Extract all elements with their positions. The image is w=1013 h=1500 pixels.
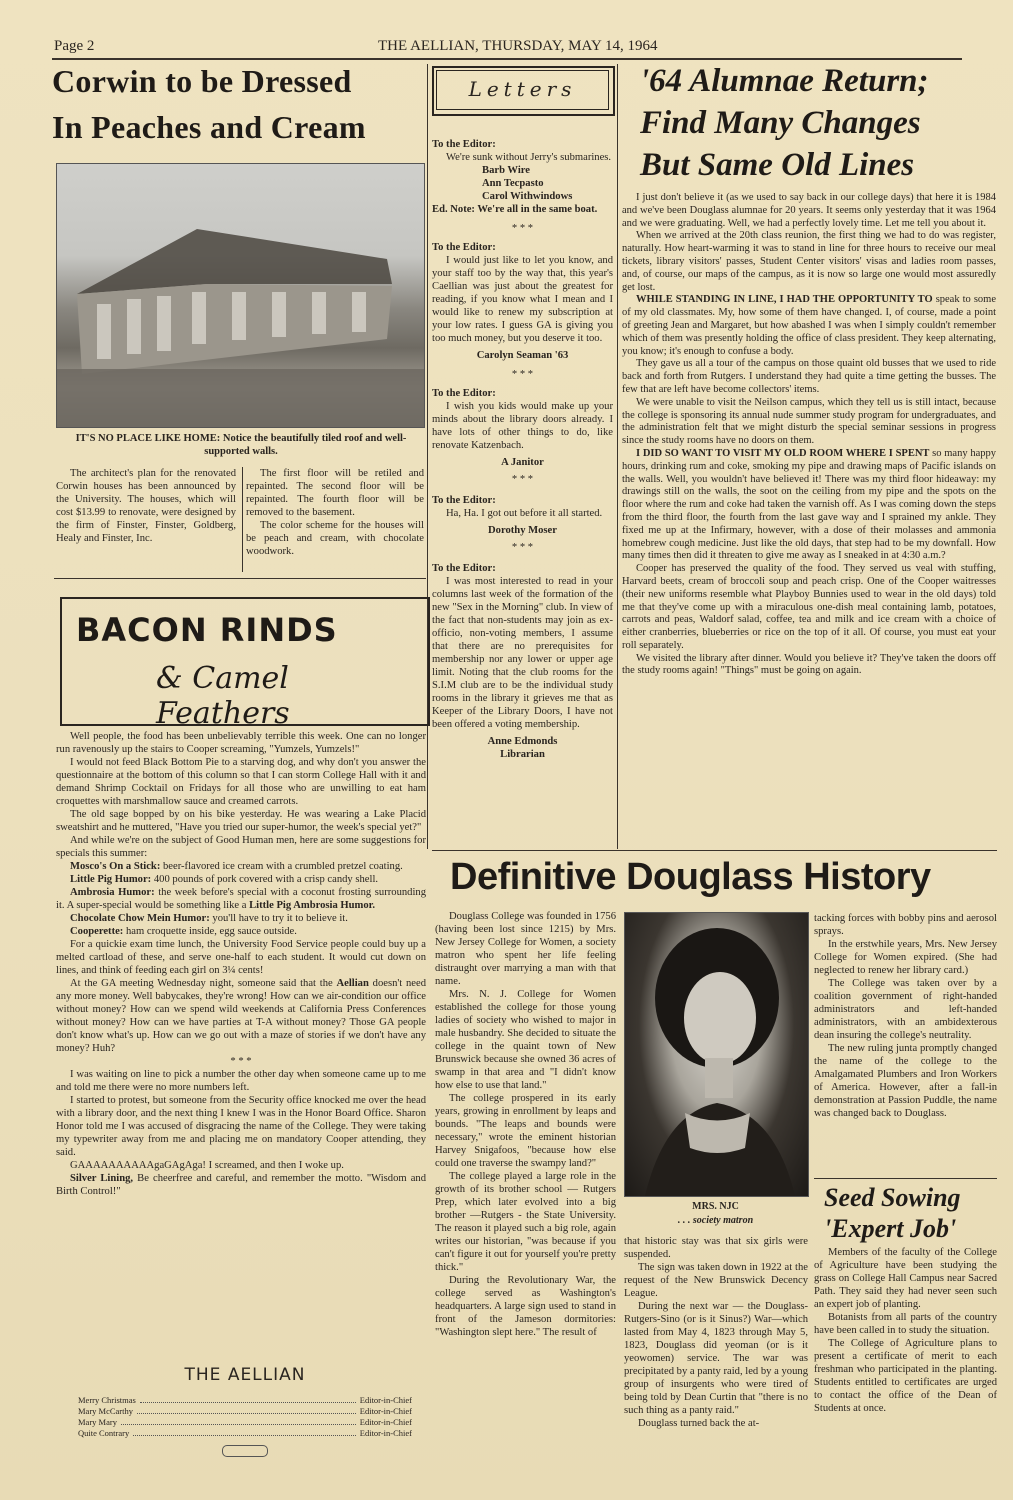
lead-in: I DID SO WANT TO VISIT MY OLD ROOM WHERE I SPENT <box>636 447 930 459</box>
masthead-row <box>78 1428 412 1439</box>
special-name: Little Pig Humor: <box>70 874 152 885</box>
special-item <box>56 912 426 925</box>
separator: * * * <box>511 223 534 234</box>
letter-signature <box>432 190 613 203</box>
article-paragraph: During the Revolutionary War, the college served as Washington's headquarters. A large sign used to stand in front of the Jameson dormitories: "Washington slept here." The result of <box>435 1275 616 1338</box>
portrait-illustration <box>625 913 808 1196</box>
alumnae-article-body <box>622 192 996 678</box>
article-paragraph <box>622 448 996 563</box>
column-paragraph <box>56 977 426 1055</box>
special-item <box>56 873 426 886</box>
page-number: Page 2 <box>54 38 95 54</box>
separator: * * * <box>511 542 534 553</box>
bacon-rinds-column <box>56 730 426 1198</box>
portrait-caption-name: MRS. NJC <box>692 1201 739 1212</box>
article-paragraph: During the next war — the Douglass-Rutgers-Sino (or is it Sinus?) War—which lasted from May 4, 1823 through May 5, 1823, Douglass did yeoman (or is it yeowomen) service. The war was precipitated by a panty raid, led by a young group of insurgents who were tired of being told by Dean Curtin that "there is no such thing as a panty raid." <box>624 1301 808 1416</box>
seed-article-body <box>814 1246 997 1415</box>
masthead-row <box>78 1406 412 1417</box>
signature-text: Carolyn Seaman '63 <box>476 350 569 361</box>
signature-text: Anne Edmonds <box>487 736 558 747</box>
letter-salutation <box>432 138 613 151</box>
alumnae-headline-line1: '64 Alumnae Return; <box>640 63 929 99</box>
alumnae-headline-line2: Find Many Changes <box>640 105 921 141</box>
article-paragraph: The College of Agriculture plans to present a certificate of merit to each freshman who participated in the planting. Students entitled to certificates are urged to contact the office of the Dean of Students at once. <box>814 1338 997 1414</box>
letter-body: I would just like to let you know, and your staff too by the way that, this year's Caellian was just about the greatest for reading, if you know what I mean and I would like to renew my subscription at your low rates. I guess GA is giving you too much money, but you deserve it too. <box>432 255 613 344</box>
special-text: 400 pounds of pork covered with a crisp candy shell. <box>151 874 379 885</box>
union-bug-icon <box>222 1445 268 1457</box>
corwin-column-2 <box>246 467 424 558</box>
staff-masthead <box>78 1365 412 1457</box>
special-name: Cooperette: <box>70 926 124 937</box>
section-rule <box>54 578 426 579</box>
corwin-paragraph: The first floor will be retiled and repainted. The second floor will be repainted. The fourth floor will be removed to the basement. <box>246 468 424 518</box>
separator: * * * <box>511 474 534 485</box>
section-rule <box>432 850 997 851</box>
letters-title: Letters <box>468 77 577 101</box>
text-run: speak to some of my old classmates. My, how some of them have changed. I, of course, made a point of greeting Jean and Margaret, but how abashed I was when I simply couldn't remember which of them was presently holding the office of class president. They keep alternating, you know; it's enough to confuse a body. <box>622 294 996 357</box>
letter-signature <box>432 177 613 190</box>
letter-signature <box>432 524 613 537</box>
column-rule <box>617 64 618 849</box>
masthead-name: Mary McCarthy <box>78 1406 134 1416</box>
letter-body: I was most interested to read in your columns last week of the formation of the new "Sex in the Morning" club. In view of the fact that non-students may join as ex-officio, non-voting members, I assume that there are no prerequisites for membership nor any lower or upper age limit. Noting that the club rooms for the S.I.M club are to be the individual study rooms in the library it grieves me that as Keeper of the Library Doors, I have not been offered a voting membership. <box>432 576 613 730</box>
letter-body: We're sunk without Jerry's submarines. <box>446 152 612 163</box>
masthead-title: THE AELLIAN <box>184 1365 306 1385</box>
signature-text: A Janitor <box>501 457 544 468</box>
text-run: doesn't need any more money. Well babycakes, they're wrong! How can we air-condition our office without money? How can we spend wild weekends at California Press Conferences without money? How can we have parties at T-A without money? Those GA people don't know what's up. How can we go out with a maze of stories if we don't have any money? Huh? <box>56 978 426 1054</box>
article-paragraph: In the erstwhile years, Mrs. New Jersey College for Women expired. (She had neglected to renew her library card.) <box>814 939 997 976</box>
editor-note <box>432 203 613 216</box>
leader-dots <box>133 1428 356 1436</box>
article-paragraph: Douglass turned back the at- <box>638 1418 760 1429</box>
special-item <box>56 925 426 938</box>
corwin-paragraph: The architect's plan for the renovated Corwin houses has been announced by the University. The houses, which will cost $13.99 to renovate, were designed by the firm of Finster, Finster, Goldberg, Healy and Finster, Inc. <box>56 468 236 544</box>
masthead-role: Editor-in-Chief <box>359 1417 412 1427</box>
special-item <box>56 860 426 873</box>
salutation-text: To the Editor: <box>432 563 496 574</box>
article-paragraph: Mrs. N. J. College for Women established the college for those young ladies of society who wished to major in male husbandry. She decided to situate the college in the quaint town of New Brunswick because she owned 36 acres of swamp in that area and "I didn't know how else to use that land." <box>435 989 616 1091</box>
masthead-role: Editor-in-Chief <box>359 1428 412 1438</box>
history-column-2 <box>624 1235 808 1430</box>
masthead-dateline: THE AELLIAN, THURSDAY, MAY 14, 1964 <box>378 38 658 54</box>
article-paragraph: tacking forces with bobby pins and aerosol sprays. <box>814 913 997 937</box>
column-paragraph: The old sage bopped by on his bike yesterday. He was wearing a Lake Placid sweatshirt and he muttered, "Have you tried our super-humor, the week's special yet?" <box>56 809 426 833</box>
bacon-rinds-title: BACON RINDS <box>76 611 338 649</box>
letter-signature <box>432 349 613 362</box>
article-paragraph: When we arrived at the 20th class reunion, the first thing we had to do was register, naturally. How heart-warming it was to stand in line for three hours to receive our meal tickets, library visitors' passes, Student Center visitors' visas and ladies room passes, and, of course, our maps of the campus, as it is now so large one would most assuredly get lost. <box>622 230 996 293</box>
article-paragraph: The sign was taken down in 1922 at the request of the New Brunswick Decency League. <box>624 1262 808 1299</box>
article-paragraph: Botanists from all parts of the country have been called in to study the situation. <box>814 1312 997 1336</box>
letter-signature <box>432 456 613 469</box>
column-paragraph: I started to protest, but someone from the Security office knocked me over the head with a library door, and the next thing I knew I was in the Honor Board Office. Sharon Honor told me I was accused of disgracing the name of the College. They were taking my typewriter away from me and placing me on mandatory Cooper attending, they said. <box>56 1095 426 1158</box>
article-paragraph: I just don't believe it (as we used to say back in our college days) that here it is 1984 and we've been Douglass alumnae for 20 years. It seems only yesterday that it was 1964 and we were graduating. Well, we had a perfectly lovely time. Let me tell you about it. <box>622 192 996 229</box>
masthead-role: Editor-in-Chief <box>359 1406 412 1416</box>
special-text: beer-flavored ice cream with a crumbled pretzel coating. <box>160 861 403 872</box>
letter-body: I wish you kids would make up your minds about the library doors already. I have lots of other things to do, like renovate Katzenbach. <box>432 401 613 451</box>
seed-headline-line2: 'Expert Job' <box>824 1214 957 1243</box>
salutation-text: To the Editor: <box>432 242 496 253</box>
article-paragraph: We visited the library after dinner. Would you believe it? They've taken the doors off the study rooms again! "Things" must be going on again. <box>622 652 996 677</box>
masthead-row <box>78 1395 412 1406</box>
separator: * * * <box>230 1056 252 1067</box>
masthead-role: Editor-in-Chief <box>359 1395 412 1405</box>
seed-headline-line1: Seed Sowing <box>824 1183 961 1212</box>
corwin-column-1 <box>56 467 236 545</box>
special-item <box>56 886 426 912</box>
article-paragraph: Cooper has preserved the quality of the food. They served us veal with stuffing, Harvard beets, cream of broccoli soup and peach crisp. One of the Cooper waitresses (their new uniforms resemble what Playboy Bunnies used to wear in the old days) told me that they've come up with a miraculous one-dish meal containing lamb, potatoes, carrots and peas, Waldorf salad, coffee, tea and milk and ice cream with a choice of either cranberries, blueberries or rice on the top of it all. Of course, you must eat your roll separately. <box>622 563 996 651</box>
letter-signature <box>432 735 613 748</box>
article-paragraph <box>622 294 996 358</box>
salutation-text: To the Editor: <box>432 495 496 506</box>
column-paragraph: For a quickie exam time lunch, the University Food Service people could buy up a melted cartload of these, and serve one-half to each student. It would cut down on lines, and think of feeding each girl on 3¼ cents! <box>56 939 426 976</box>
article-paragraph: Members of the faculty of the College of Agriculture have been studying the grass on College Hall Campus near Sacred Path. They said they had never seen such an expert job of planting. <box>814 1247 997 1310</box>
letter-signature <box>432 748 613 761</box>
letters-title-box <box>432 66 613 114</box>
special-name: Little Pig Ambrosia Humor. <box>249 900 376 911</box>
alumnae-headline-line3: But Same Old Lines <box>640 147 915 183</box>
signature-text: Carol Withwindows <box>482 191 573 202</box>
history-column-3 <box>814 912 997 1120</box>
letter-salutation <box>432 387 613 400</box>
salutation-text: To the Editor: <box>432 388 496 399</box>
article-paragraph: The new ruling junta promptly changed the name of the college to the Amalgamated Plumbers and Iron Workers of America. However, after a fall-in demonstration at Passion Puddle, the name was changed back to Douglass. <box>814 1043 997 1119</box>
text-run: Aellian <box>336 978 369 989</box>
column-paragraph: I was waiting on line to pick a number the other day when someone came up to me and told me there were no more numbers left. <box>56 1069 426 1093</box>
lead-in: WHILE STANDING IN LINE, I HAD THE OPPORTUNITY TO <box>636 294 933 306</box>
signature-text: Barb Wire <box>482 165 530 176</box>
house-photo-illustration <box>57 164 424 427</box>
letters-column <box>432 138 613 761</box>
mrs-njc-portrait-photo <box>624 912 809 1197</box>
special-text: you'll have to try it to believe it. <box>209 913 348 924</box>
signature-text: Dorothy Moser <box>488 525 557 536</box>
special-text: ham croquette inside, egg sauce outside. <box>123 926 297 937</box>
history-headline: Definitive Douglass History <box>450 856 931 898</box>
salutation-text: To the Editor: <box>432 139 496 150</box>
separator: * * * <box>511 369 534 380</box>
corwin-headline-line2: In Peaches and Cream <box>52 109 366 145</box>
corwin-photo-caption: IT'S NO PLACE LIKE HOME: Notice the beautifully tiled roof and well-supported walls. <box>75 433 407 457</box>
special-name: Chocolate Chow Mein Humor: <box>70 913 210 924</box>
column-paragraph <box>56 1172 426 1198</box>
article-paragraph: The college played a large role in the growth of its brother school — Rutgers Prep, which later evolved into a big brother —Rutgers - the State University. The reason it played such a big role, again writes our historian, "was because if you can't figure it out for yourself you're pretty thick." <box>435 1171 616 1273</box>
corwin-house-photo <box>56 163 425 428</box>
editor-note-text: Ed. Note: We're all in the same boat. <box>432 204 598 215</box>
column-rule <box>427 64 428 849</box>
camel-feathers-title: & Camel Feathers <box>156 661 290 731</box>
letter-body: Ha, Ha. I got out before it all started. <box>446 508 603 519</box>
column-paragraph: And while we're on the subject of Good Human men, here are some suggestions for specials this summer: <box>56 835 426 859</box>
text-run: Be cheerfree and careful, and remember the motto. "Wisdom and Birth Control!" <box>56 1173 426 1197</box>
letter-salutation <box>432 562 613 575</box>
text-run: so many happy hours, drinking rum and coke, smoking my pipe and drawing maps of Pacific islands on the walls. Well, you wouldn't have believed it! There was my third floor hideaway: my drawings still on the walls, the soot on the ceiling from my pipe and the spots on the floor where the rum and coke had taken the varnish off. As I was coming down the steps from the third floor, the fourth from the last gave way and I sprained my ankle. They fixed me up at the Infirmary, however, with a dose of their molasses and ammonia homebrew cough medicine. Just like the old days, that step had to be my downfall. How many times then did it threaten to give me away as I sneaked in at 4:30 a.m.? <box>622 447 996 562</box>
article-paragraph: The college prospered in its early years, growing in enrollment by leaps and bounds. "The leaps and bounds were necessary," wrote the eminent historian Harvey Snigafoos, "because how else could one traverse the swampy land?" <box>435 1093 616 1169</box>
corwin-headline-line1: Corwin to be Dressed <box>52 63 352 99</box>
article-paragraph: that historic stay was that six girls were suspended. <box>624 1236 808 1260</box>
header-rule <box>52 58 962 60</box>
letter-salutation <box>432 494 613 507</box>
column-paragraph: I would not feed Black Bottom Pie to a starving dog, and why don't you answer the questionnaire at the bottom of this column so that I can storm College Hall with it and demand Shrimp Cocktail on Fridays for all those who are unwilling to eat ham croquettes with marshmallow sauce and creamed carrots. <box>56 757 426 807</box>
leader-dots <box>140 1395 356 1403</box>
special-text: the week before's special with a coconut frosting surrounding it. A super-special would be something like a <box>56 887 426 911</box>
bacon-rinds-title-box <box>60 597 430 731</box>
article-paragraph: Douglass College was founded in 1756 (having been lost since 1215) by Mrs. New Jersey College for Women, a society matron who spent her life feeling distraught over marrying a man with that name. <box>435 911 616 987</box>
special-name: Ambrosia Humor: <box>70 887 155 898</box>
column-paragraph: Well people, the food has been unbelievably terrible this week. One can no longer run ravenously up the stairs to Cooper screaming, "Yumzels, Yumzels!" <box>56 731 426 755</box>
leader-dots <box>121 1417 356 1425</box>
masthead-name: Mary Mary <box>78 1417 117 1427</box>
signature-text: Librarian <box>500 749 545 760</box>
masthead-row <box>78 1417 412 1428</box>
article-paragraph: The College was taken over by a coalition government of right-handed administrators and left-handed administrators, with an ambidexterous dean insuring the college's neutrality. <box>814 978 997 1041</box>
text-run: At the GA meeting Wednesday night, someone said that the <box>70 978 337 989</box>
section-rule <box>814 1178 997 1179</box>
corwin-paragraph: The color scheme for the houses will be peach and cream, with chocolate woodwork. <box>246 520 424 557</box>
history-column-1 <box>435 910 616 1339</box>
masthead-name: Quite Contrary <box>78 1428 130 1438</box>
letter-signature <box>432 164 613 177</box>
signature-text: Ann Tecpasto <box>482 178 544 189</box>
text-run: Silver Lining, <box>70 1173 134 1184</box>
special-name: Mosco's On a Stick: <box>70 861 161 872</box>
masthead-name: Merry Christmas <box>78 1395 136 1405</box>
leader-dots <box>137 1406 356 1414</box>
column-rule <box>242 467 243 572</box>
letter-salutation <box>432 241 613 254</box>
article-paragraph: We were unable to visit the Neilson campus, which they tell us is still intact, because the college is sponsoring its annual nude summer study program for undergraduates, and the administration felt that we might disturb the special seminar sessions in progress since the study rooms have no doors on them. <box>622 396 996 447</box>
masthead-rows <box>78 1395 412 1439</box>
portrait-caption-role: . . . society matron <box>677 1215 754 1226</box>
article-paragraph: They gave us all a tour of the campus on those quaint old busses that we used to ride back and forth from Rutgers. I understand they had quite a time getting the busses. The few that are left have become collectors' items. <box>622 358 996 395</box>
column-paragraph: GAAAAAAAAAAgaGAgAga! I screamed, and then I woke up. <box>70 1160 344 1171</box>
